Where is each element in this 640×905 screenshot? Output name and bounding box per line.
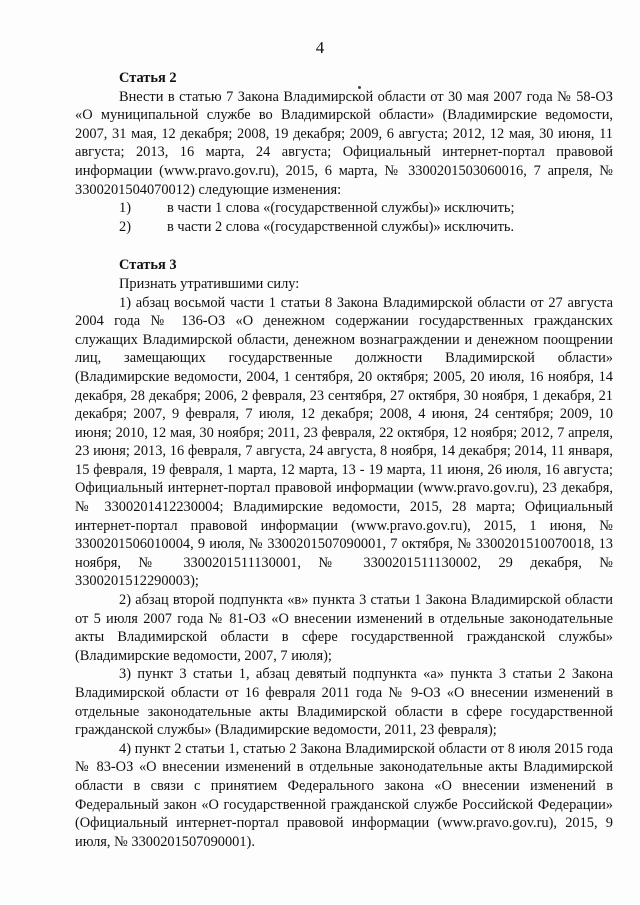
document-body <box>75 69 613 851</box>
repeal-item-3: 3) пункт 3 статьи 1, абзац девятый подпункта «а» пункта 3 статьи 2 Закона Владимирской области от 16 февраля 2011 года № 9-ОЗ «О внесении изменений в отдельные законодательные акты Владимирской области в сфере государственной гражданской службы» (Владимирские ведомости, 2011, 23 февраля); <box>75 666 613 739</box>
page-number: 4 <box>315 38 325 57</box>
article-3-intro: Признать утратившими силу: <box>119 275 300 292</box>
list-item-number: 2) <box>119 218 131 235</box>
list-item <box>75 199 613 218</box>
list-item <box>75 218 613 237</box>
article-2-heading: Статья 2 <box>119 70 177 86</box>
list-item-number: 1) <box>119 200 131 217</box>
repeal-item-1: 1) абзац восьмой части 1 статьи 8 Закона Владимирской области от 27 августа 2004 года № 136-ОЗ «О денежном содержании государственных гражданских служащих Владимирской области, денежном вознаграждении и денежном поощрении лиц, замещающих государственные должности Владимирской области» (Владимирские ведомости, 2004, 1 сентября, 20 октября; 2005, 20 июля, 16 ноября, 14 декабря, 28 декабря; 2006, 2 февраля, 23 сентября, 27 октября, 30 ноября, 1 декабря, 21 декабря; 2007, 9 февраля, 7 июля, 12 декабря; 2008, 4 июня, 24 сентября; 2009, 10 июня; 2010, 12 мая, 30 ноября; 2011, 23 февраля, 22 октября, 12 ноября; 2012, 7 апреля, 23 июня; 2013, 16 февраля, 7 августа, 24 августа, 8 ноября, 14 декабря; 2014, 11 января, 15 февраля, 19 февраля, 1 марта, 12 марта, 13 - 19 марта, 11 июня, 26 июля, 16 августа; Официальный интернет-портал правовой информации (www.pravo.gov.ru), 23 декабря, № 3300201412230004; Владимирские ведомости, 2015, 28 марта; Официальный интернет-портал правовой информации (www.pravo.gov.ru), 2015, 1 июня, № 3300201506010004, 9 июля, № 3300201507090001, 7 октября, № 3300201510070018, 13 ноября, № 3300201511130001, № 3300201511130002, 29 декабря, № 3300201512290003); <box>75 294 613 590</box>
article-3-heading: Статья 3 <box>119 257 177 274</box>
repeal-item-2: 2) абзац второй подпункта «в» пункта 3 статьи 1 Закона Владимирской области от 5 июля 2007 года № 81-ОЗ «О внесении изменений в отдельные законодательные акты Владимирской области в сфере государственной гражданской службы» (Владимирские ведомости, 2007, 7 июля); <box>75 592 613 664</box>
list-item-text: в части 1 слова «(государственной службы)» исключить; <box>167 200 515 217</box>
article-2-intro: Внести в статью 7 Закона Владимирской области от 30 мая 2007 года № 58-ОЗ «О муниципальной службе во Владимирской области» (Владимирские ведомости, 2007, 31 мая, 12 декабря; 2008, 19 декабря; 2009, 6 августа; 2012, 12 мая, 30 июня, 11 августа; 2013, 16 марта, 24 августа; Официальный интернет-портал правовой информации (www.pravo.gov.ru), 2015, 6 марта, № 3300201503060016, 7 апреля, № 3300201504070012) следующие изменения: <box>75 88 613 198</box>
section-gap <box>75 236 613 256</box>
list-item-text: в части 2 слова «(государственной службы)» исключить. <box>167 218 515 235</box>
repeal-item-4: 4) пункт 2 статьи 1, статью 2 Закона Владимирской области от 8 июля 2015 года № 83-ОЗ «О внесении изменений в отдельные законодательные акты Владимирской области в связи с принятием Федерального закона «О внесении изменений в Федеральный закон «О государственной гражданской службе Российской Федерации» (Официальный интернет-портал правовой информации (www.pravo.gov.ru), 2015, 9 июля, № 3300201507090001). <box>75 740 613 850</box>
